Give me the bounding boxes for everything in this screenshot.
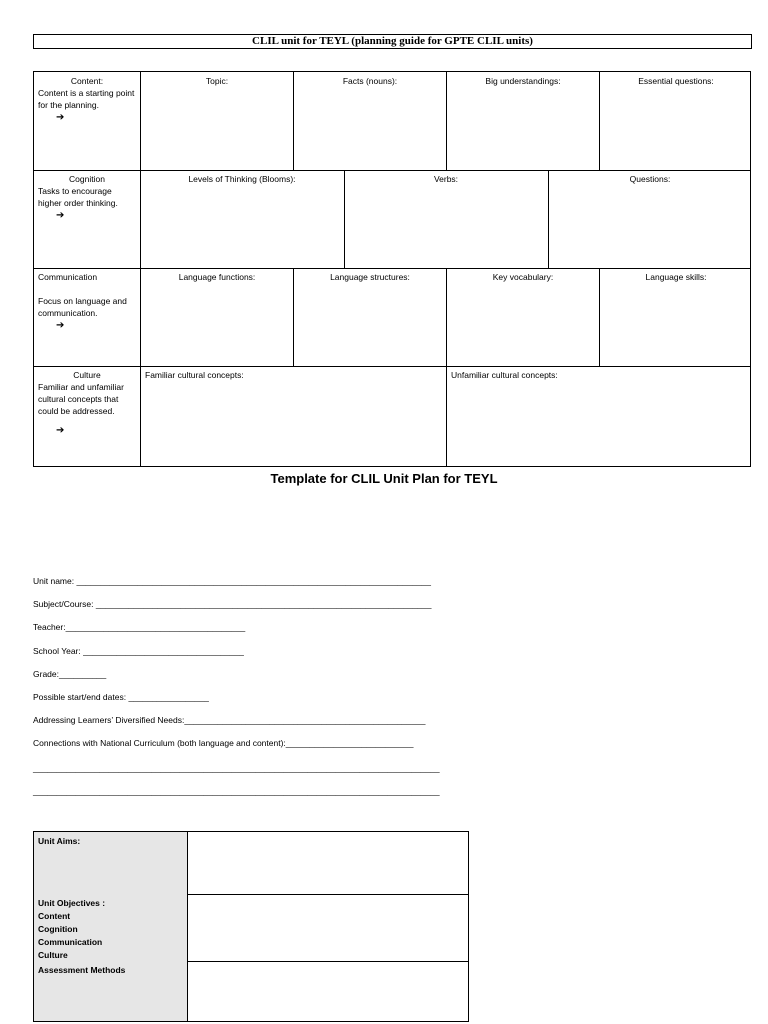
cognition-heading: Cognition bbox=[69, 174, 105, 184]
objective-item: Communication bbox=[38, 937, 103, 947]
levels-of-thinking-cell: Levels of Thinking (Blooms): bbox=[188, 174, 296, 184]
unit-aims-input[interactable] bbox=[188, 832, 468, 894]
communication-description: Focus on language and communication. bbox=[38, 296, 127, 318]
col-divider bbox=[344, 170, 345, 268]
content-description: Content is a starting point for the planning. bbox=[38, 88, 135, 110]
topic-cell: Topic: bbox=[205, 76, 229, 86]
unit-objectives-heading: Unit Objectives : bbox=[38, 898, 106, 908]
communication-heading: Communication bbox=[38, 272, 98, 282]
unit-name-field[interactable]: Unit name: ___________________________________________________________________________ bbox=[33, 576, 432, 586]
assessment-methods-label: Assessment Methods bbox=[34, 961, 187, 1021]
content-row-header bbox=[38, 75, 136, 124]
unit-objectives-label bbox=[34, 894, 187, 961]
big-understandings-cell: Big understandings: bbox=[485, 76, 561, 86]
clil-planning-grid bbox=[33, 71, 751, 467]
language-structures-cell: Language structures: bbox=[330, 272, 410, 282]
col-divider bbox=[446, 72, 447, 170]
subject-course-field[interactable]: Subject/Course: _______________________________________________________________________ bbox=[33, 599, 432, 609]
essential-questions-cell: Essential questions: bbox=[638, 76, 714, 86]
culture-row-header bbox=[38, 369, 136, 437]
teacher-field[interactable]: Teacher:______________________________________ bbox=[33, 622, 246, 632]
arrow-icon: ➔ bbox=[56, 210, 65, 221]
page-banner: CLIL unit for TEYL (planning guide for GPTE CLIL units) bbox=[33, 34, 752, 49]
col-divider bbox=[140, 72, 141, 466]
culture-description: Familiar and unfamiliar cultural concepts that could be addressed. bbox=[38, 382, 124, 416]
row-divider bbox=[34, 170, 750, 171]
objective-item: Content bbox=[38, 911, 71, 921]
familiar-cultural-concepts-cell: Familiar cultural concepts: bbox=[145, 370, 244, 380]
unit-objectives-input[interactable] bbox=[188, 895, 468, 961]
verbs-cell: Verbs: bbox=[433, 174, 459, 184]
col-divider bbox=[293, 72, 294, 170]
unit-aims-table bbox=[33, 831, 469, 1022]
row-divider bbox=[34, 366, 750, 367]
arrow-icon: ➔ bbox=[56, 112, 65, 123]
diversified-needs-field[interactable]: Addressing Learners’ Diversified Needs:___________________________________________________ bbox=[33, 715, 426, 725]
col-divider bbox=[548, 170, 549, 268]
facts-cell: Facts (nouns): bbox=[342, 76, 398, 86]
culture-heading: Culture bbox=[73, 370, 101, 380]
school-year-field[interactable]: School Year: __________________________________ bbox=[33, 646, 244, 656]
row-divider bbox=[34, 268, 750, 269]
arrow-icon: ➔ bbox=[56, 320, 65, 331]
cognition-row-header bbox=[38, 173, 136, 222]
objective-item: Cognition bbox=[38, 924, 78, 934]
cognition-description: Tasks to encourage higher order thinking. bbox=[38, 186, 118, 208]
questions-cell: Questions: bbox=[629, 174, 671, 184]
key-vocabulary-cell: Key vocabulary: bbox=[492, 272, 554, 282]
start-end-dates-field[interactable]: Possible start/end dates: _________________ bbox=[33, 692, 209, 702]
unfamiliar-cultural-concepts-cell: Unfamiliar cultural concepts: bbox=[451, 370, 558, 380]
assessment-methods-input[interactable] bbox=[188, 962, 468, 1021]
language-functions-cell: Language functions: bbox=[178, 272, 256, 282]
col-divider bbox=[446, 268, 447, 366]
document-title: Template for CLIL Unit Plan for TEYL bbox=[270, 471, 498, 486]
blank-line[interactable]: ______________________________________________________________________________________ bbox=[33, 786, 440, 796]
content-heading: Content: bbox=[70, 76, 104, 86]
arrow-icon: ➔ bbox=[56, 425, 65, 436]
col-divider bbox=[599, 72, 600, 170]
national-curriculum-field[interactable]: Connections with National Curriculum (both language and content):___________________________ bbox=[33, 738, 414, 748]
blank-line[interactable]: ______________________________________________________________________________________ bbox=[33, 763, 440, 773]
col-divider bbox=[446, 366, 447, 466]
col-divider bbox=[599, 268, 600, 366]
communication-row-header bbox=[38, 271, 136, 332]
grade-field[interactable]: Grade:__________ bbox=[33, 669, 107, 679]
col-divider bbox=[293, 268, 294, 366]
unit-aims-label: Unit Aims: bbox=[34, 832, 187, 894]
language-skills-cell: Language skills: bbox=[645, 272, 707, 282]
objective-item: Culture bbox=[38, 950, 68, 960]
